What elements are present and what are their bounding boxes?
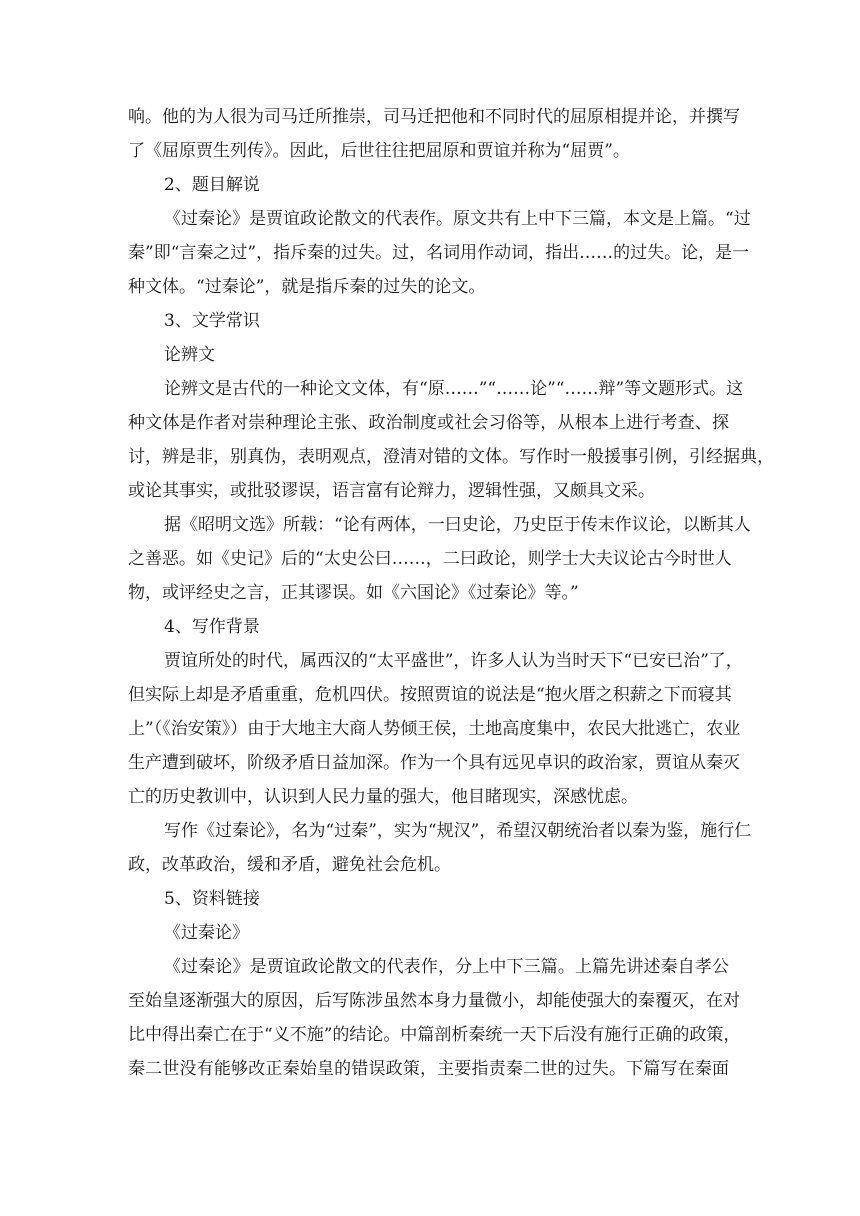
- text-line: 种文体。“过秦论”，就是指斥秦的过失的论文。: [128, 277, 486, 297]
- text-line: 上”（《治安策》）由于大地主大商人势倾王侯，土地高度集中，农民大批逃亡，农业: [128, 719, 741, 739]
- text-line: 或论其事实，或批驳谬误，语言富有论辩力，逻辑性强，又颇具文采。: [128, 481, 655, 501]
- text-line: 3、文学常识: [164, 311, 260, 331]
- text-line: 《过秦论》是贾谊政论散文的代表作，分上中下三篇。上篇先讲述秦自孝公: [164, 957, 729, 977]
- text-line: 5、资料链接: [164, 889, 260, 909]
- text-line: 了《屈原贾生列传》。因此，后世往往把屈原和贾谊并称为“屈贾”。: [128, 141, 630, 161]
- text-line: 论辨文是古代的一种论文文体，有“原……”“……论”“……辩”等文题形式。这: [164, 379, 744, 399]
- text-line: 亡的历史教训中，认识到人民力量的强大，他目睹现实，深感忧虑。: [128, 787, 638, 807]
- text-line: 4、写作背景: [164, 617, 260, 637]
- text-line: 至始皇逐渐强大的原因，后写陈涉虽然本身力量微小，却能使强大的秦覆灭，在对: [128, 991, 740, 1011]
- text-line: 讨，辨是非，别真伪，表明观点，澄清对错的文体。写作时一般援事引例，引经据典，: [128, 447, 774, 467]
- text-line: 《过秦论》是贾谊政论散文的代表作。原文共有上中下三篇，本文是上篇。“过: [164, 209, 751, 229]
- text-line: 但实际上却是矛盾重重，危机四伏。按照贾谊的说法是“抱火厝之积薪之下而寝其: [128, 685, 732, 705]
- text-line: 据《昭明文选》所载：“论有两体，一曰史论，乃史臣于传末作议论，以断其人: [164, 515, 751, 535]
- text-line: 响。他的为人很为司马迁所推崇，司马迁把他和不同时代的屈原相提并论，并撰写: [128, 107, 740, 127]
- text-line: 物，或评经史之言，正其谬误。如《六国论》《过秦论》等。”: [128, 583, 579, 603]
- text-line: 论辨文: [164, 345, 215, 365]
- text-line: 之善恶。如《史记》后的“太史公曰……，二曰政论，则学士大夫议论古今时世人: [128, 549, 732, 569]
- text-line: 秦二世没有能够改正秦始皇的错误政策，主要指责秦二世的过失。下篇写在秦面: [128, 1059, 729, 1079]
- text-line: 政，改革政治，缓和矛盾，避免社会危机。: [128, 855, 451, 875]
- text-line: 贾谊所处的时代，属西汉的“太平盛世”，许多人认为当时天下“已安已治”了，: [164, 651, 743, 671]
- text-line: 比中得出秦亡在于“义不施”的结论。中篇剖析秦统一天下后没有施行正确的政策，: [128, 1025, 741, 1045]
- text-line: 写作《过秦论》，名为“过秦”，实为“规汉”，希望汉朝统治者以秦为鉴，施行仁: [164, 821, 752, 841]
- document-page: [128, 100, 774, 1086]
- text-line: 2、题目解说: [164, 175, 260, 195]
- text-line: 种文体是作者对崇种理论主张、政治制度或社会习俗等，从根本上进行考查、探: [128, 413, 729, 433]
- text-line: 生产遭到破坏，阶级矛盾日益加深。作为一个具有远见卓识的政治家，贾谊从秦灭: [128, 753, 740, 773]
- text-line: 秦”即“言秦之过”，指斥秦的过失。过，名词用作动词，指出……的过失。论，是一: [128, 243, 750, 263]
- text-line: 《过秦论》: [164, 923, 249, 943]
